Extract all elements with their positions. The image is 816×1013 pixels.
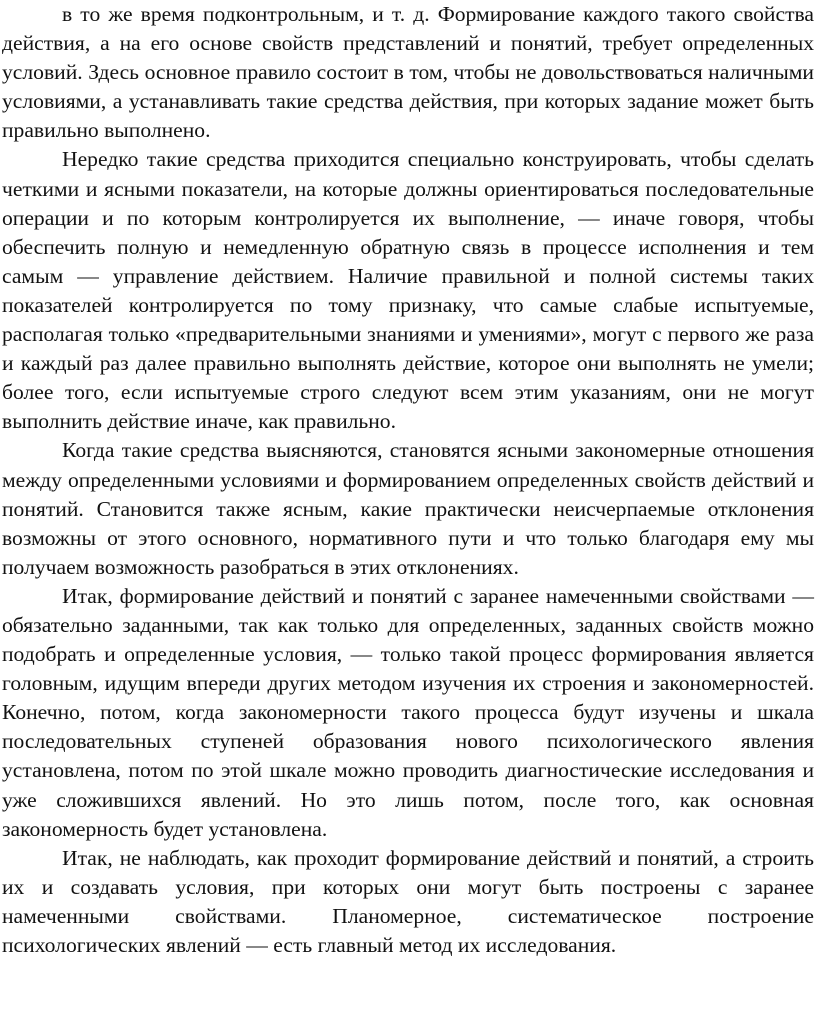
paragraph-3: Когда такие средства выясняются, становятся ясными закономерные отношения между определенными условиями и формированием определенных свойств действий и понятий. Становится также ясным, какие практически неисчерпаемые отклонения возможны от этого основного, нормативного пути и что только благодаря ему мы получаем возможность разобраться в этих отклонениях.	[2, 438, 814, 579]
paragraph-2: Нередко такие средства приходится специально конструировать, чтобы сделать четкими и ясными показатели, на которые должны ориентироваться последовательные операции и по которым контролируется их выполнение, — иначе говоря, чтобы обеспечить полную и немедленную обратную связь в процессе исполнения и тем самым — управление действием. Наличие правильной и полной системы таких показателей контролируется по тому признаку, что самые слабые испытуемые, располагая только «предварительными знаниями и умениями», могут с первого же раза и каждый раз далее правильно выполнять действие, которое они выполнять не умели; более того, если испытуемые строго следуют всем этим указаниям, они не могут выполнить действие иначе, как правильно.	[2, 147, 814, 434]
paragraph-1: в то же время подконтрольным, и т. д. Формирование каждого такого свойства действия, а на его основе свойств представлений и понятий, требует определенных условий. Здесь основное правило состоит в том, чтобы не довольствоваться наличными условиями, а устанавливать такие средства действия, при которых задание может быть правильно выполнено.	[2, 2, 814, 143]
paragraph-4: Итак, формирование действий и понятий с заранее намеченными свойствами — обязательно заданными, так как только для определенных, заданных свойств можно подобрать и определенные условия, — только такой процесс формирования является головным, идущим впереди других методом изучения их строения и закономерностей. Конечно, потом, когда закономерности такого процесса будут изучены и шкала последовательных ступеней образования нового психологического явления установлена, потом по этой шкале можно проводить диагностические исследования и уже сложившихся явлений. Но это лишь потом, после того, как основная закономерность будет установлена.	[2, 583, 814, 841]
paragraph-5: Итак, не наблюдать, как проходит формирование действий и понятий, а строить их и создавать условия, при которых они могут быть построены с заранее намеченными свойствами. Планомерное, систематическое построение психологических явлений — есть главный метод их исследования.	[2, 845, 814, 957]
